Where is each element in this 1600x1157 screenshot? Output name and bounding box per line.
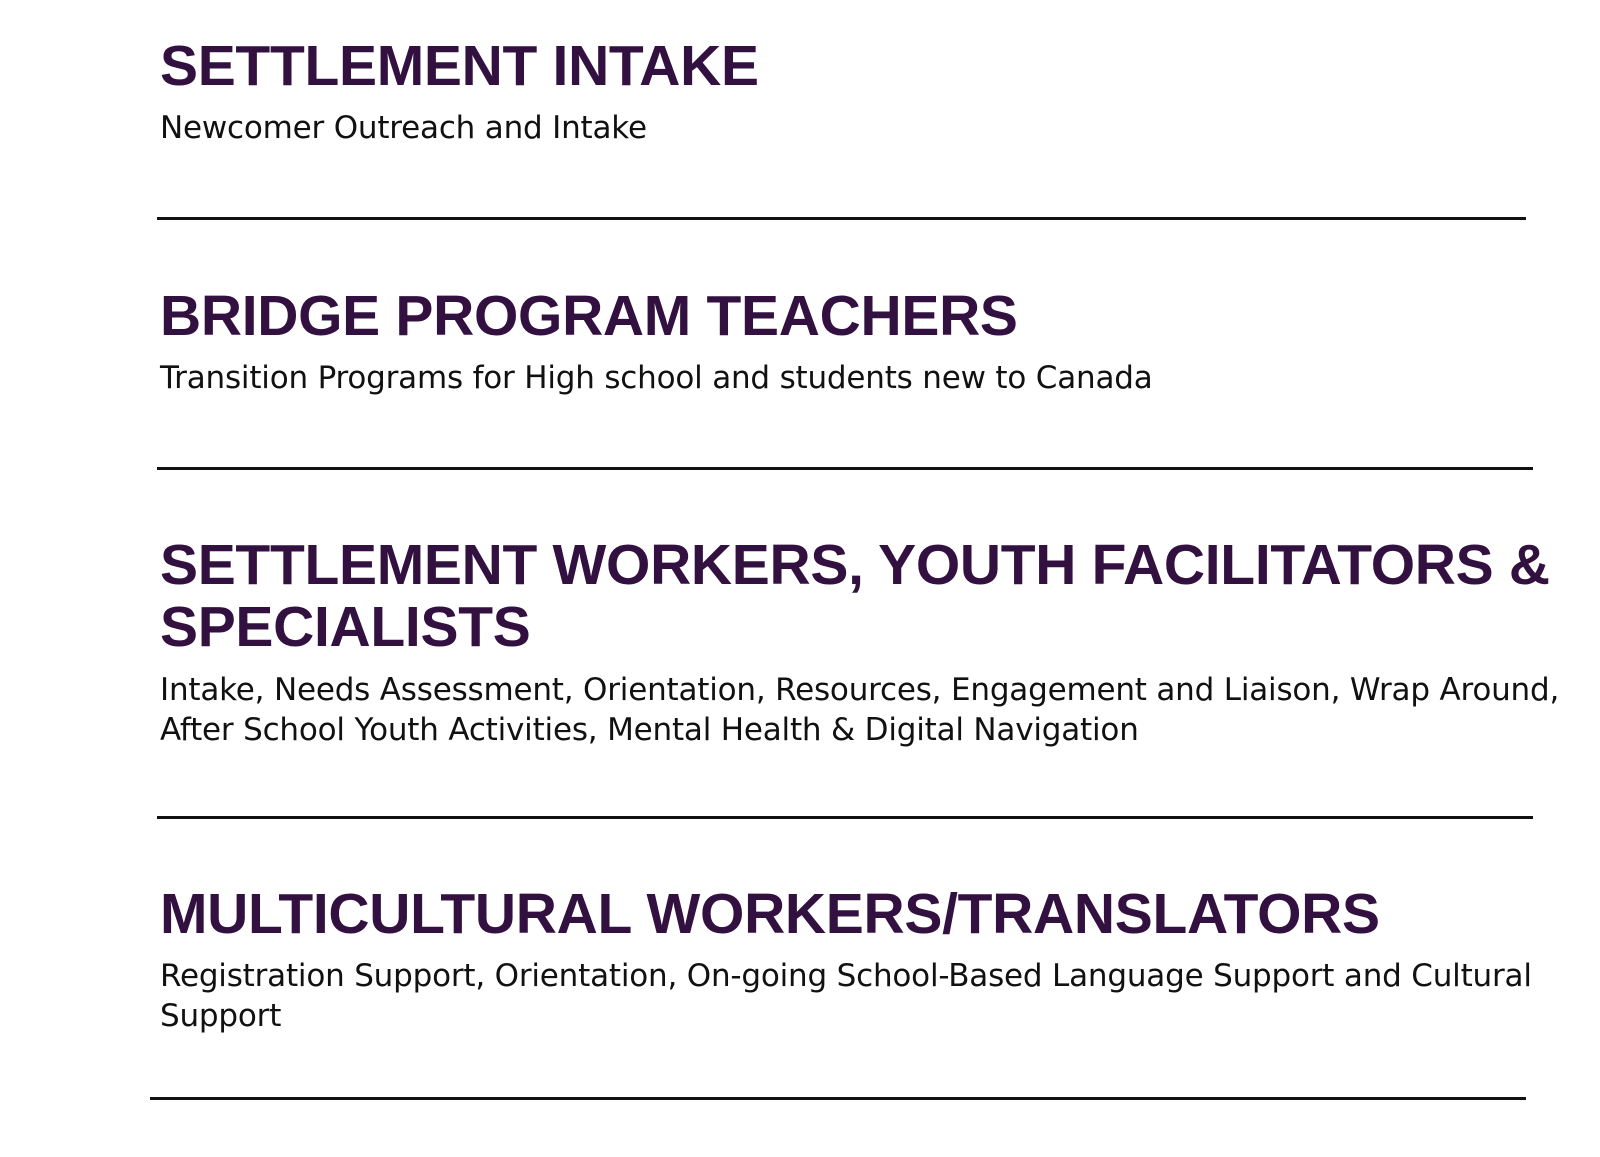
divider (157, 816, 1533, 819)
divider (157, 467, 1533, 470)
section-title: SETTLEMENT INTAKE (160, 34, 759, 98)
section-title: BRIDGE PROGRAM TEACHERS (160, 284, 1018, 348)
section-settlement-intake (160, 34, 1580, 148)
divider (157, 217, 1526, 220)
section-settlement-workers (160, 534, 1580, 750)
divider (150, 1097, 1526, 1100)
section-description: Registration Support, Orientation, On-going School-Based Language Support and Cultural Support (160, 958, 1532, 1034)
section-multicultural-workers (160, 882, 1580, 1036)
section-title: MULTICULTURAL WORKERS/TRANSLATORS (160, 882, 1380, 946)
section-description: Transition Programs for High school and students new to Canada (160, 360, 1153, 396)
section-bridge-program-teachers (160, 284, 1580, 398)
section-description: Intake, Needs Assessment, Orientation, Resources, Engagement and Liaison, Wrap Around, After School Youth Activities, Mental Health & Digital Navigation (160, 672, 1560, 748)
section-title: SETTLEMENT WORKERS, YOUTH FACILITATORS & SPECIALISTS (160, 533, 1550, 659)
section-description: Newcomer Outreach and Intake (160, 110, 647, 146)
